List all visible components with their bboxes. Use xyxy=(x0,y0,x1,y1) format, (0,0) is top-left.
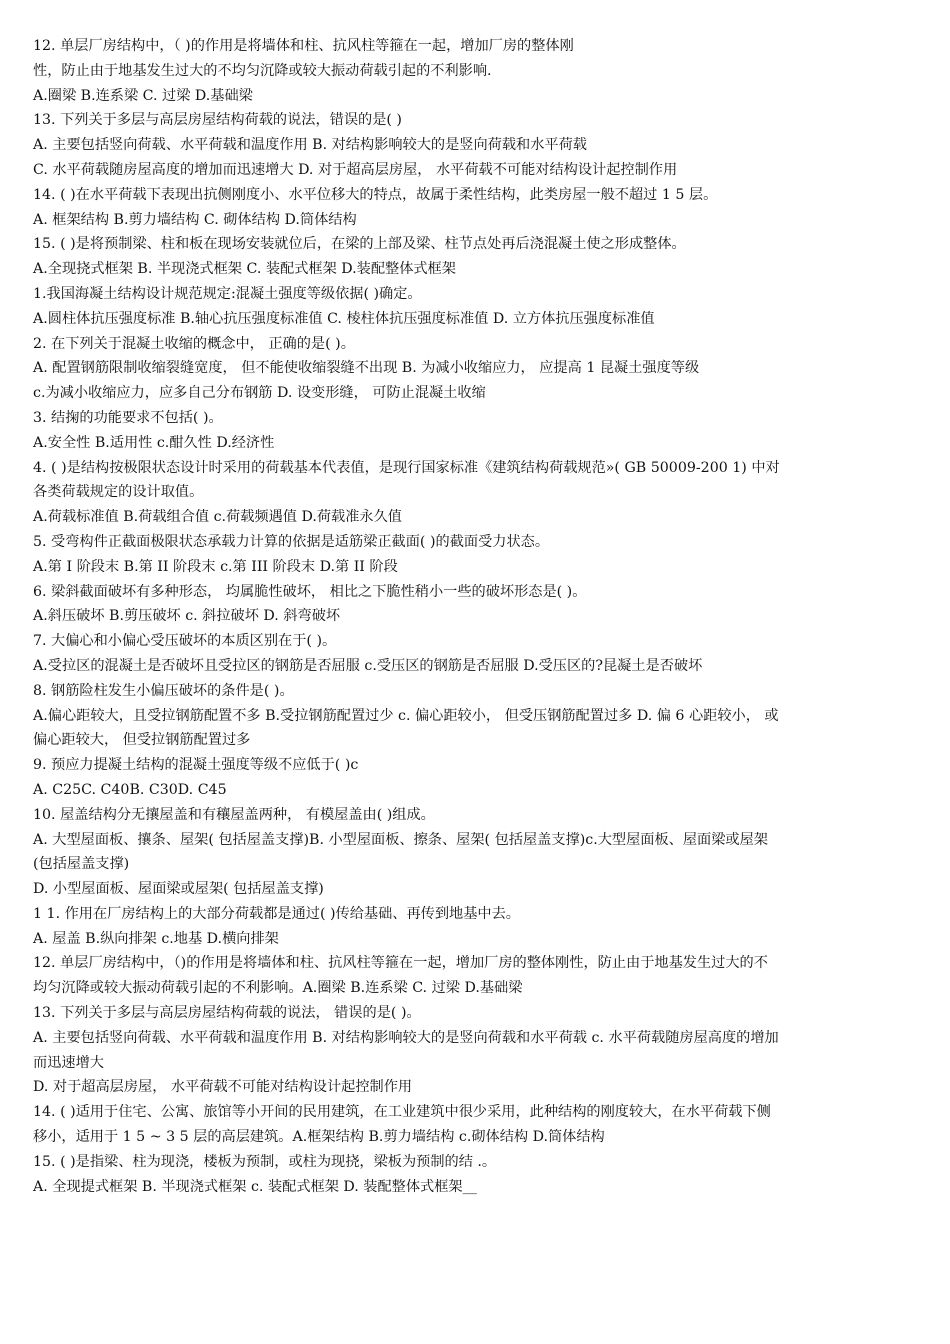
text-line: 13. 下列关于多层与高层房屋结构荷载的说法，错误的是( ) xyxy=(33,112,402,129)
text-line: 1.我国海凝土结构设计规范规定:混凝土强度等级依据( )确定。 xyxy=(33,285,422,302)
text-line: A.安全性 B.适用性 c.酣久性 D.经济性 xyxy=(33,434,275,451)
text-line: 14. ( )适用于住宅、公寓、旅馆等小开间的民用建筑，在工业建筑中很少采用，此种结构的刚度较大，在水平荷载下侧 xyxy=(33,1104,771,1121)
text-line: A. 主要包括竖向荷载、水平荷载和温度作用 B. 对结构影响较大的是竖向荷载和水平荷载 c. 水平荷载随房屋高度的增加 xyxy=(33,1029,779,1046)
text-line: A.受拉区的混凝土是否破坏且受拉区的钢筋是否屈服 c.受压区的钢筋是否屈服 D.受压区的?昆凝土是否破坏 xyxy=(33,657,703,674)
text-line: D. 对于超高层房屋， 水平荷载不可能对结构设计起控制作用 xyxy=(33,1079,413,1096)
text-line: 12. 单层厂房结构中，（)的作用是将墙体和柱、抗风柱等箍在一起，增加厂房的整体刚性，防止由于地基发生过大的不 xyxy=(33,955,768,972)
text-line: A.圈梁 B.连系梁 C. 过梁 D.基础梁 xyxy=(33,87,253,104)
text-line: 2. 在下列关于混凝土收缩的概念中， 正确的是( )。 xyxy=(33,335,355,352)
text-line: 3. 结掬的功能要求不包括( )。 xyxy=(33,409,223,426)
document-page xyxy=(33,34,918,1199)
text-line: 12. 单层厂房结构中，（ )的作用是将墙体和柱、抗风柱等箍在一起，增加厂房的整体刚 xyxy=(33,38,574,54)
text-line: 5. 受弯构件正截面极限状态承载力计算的依据是适筋梁正截面( )的截面受力状态。 xyxy=(33,533,550,550)
text-line: c.为减小收缩应力，应多自己分布钢筋 D. 设变形缝， 可防止混凝土收缩 xyxy=(33,385,486,402)
text-line: 各类荷载规定的设计取值。 xyxy=(33,484,204,501)
text-line: 1 1. 作用在厂房结构上的大部分荷载都是通过( )传给基础、再传到地基中去。 xyxy=(33,905,520,922)
text-line: 8. 钢筋险柱发生小偏压破坏的条件是( )。 xyxy=(33,682,294,699)
text-line: 而迅速增大 xyxy=(33,1054,104,1071)
text-line: D. 小型屋面板、屋面梁或屋架( 包括屋盖支撑) xyxy=(33,881,324,898)
text-line: A.全现挠式框架 B. 半现浇式框架 C. 装配式框架 D.装配整体式框架 xyxy=(33,261,456,278)
text-line: 性，防止由于地基发生过大的不均匀沉降或较大振动荷载引起的不利影响. xyxy=(33,62,492,79)
text-line: A. 屋盖 B.纵向排架 c.地基 D.横向排架 xyxy=(33,930,279,947)
text-line: A.荷载标准值 B.荷载组合值 c.荷载频遇值 D.荷载准永久值 xyxy=(33,509,402,526)
text-line: 偏心距较大， 但受拉钢筋配置过多 xyxy=(33,732,251,749)
text-line: 6. 梁斜截面破坏有多种形态， 均属脆性破坏， 相比之下脆性稍小一些的破坏形态是( )。 xyxy=(33,583,587,600)
text-line: A. C25C. C40B. C30D. C45 xyxy=(33,781,227,798)
text-line: A.第 I 阶段末 B.第 II 阶段末 c.第 III 阶段末 D.第 II 阶段 xyxy=(33,558,398,575)
text-line: A. 配置钢筋限制收缩裂缝宽度， 但不能使收缩裂缝不出现 B. 为减小收缩应力， 应提高 1 昆凝土强度等级 xyxy=(33,360,700,377)
text-line: A.偏心距较大，且受拉钢筋配置不多 B.受拉钢筋配置过少 c. 偏心距较小， 但受压钢筋配置过多 D. 偏 6 心距较小， 或 xyxy=(33,707,779,724)
text-line: C. 水平荷载随房屋高度的增加而迅速增大 D. 对于超高层房屋， 水平荷载不可能对结构设计起控制作用 xyxy=(33,161,678,178)
text-line: 均匀沉降或较大振动荷载引起的不利影响。A.圈梁 B.连系梁 C. 过梁 D.基础梁 xyxy=(33,980,523,997)
text-line: A. 主要包括竖向荷载、水平荷载和温度作用 B. 对结构影响较大的是竖向荷载和水平荷载 xyxy=(33,137,587,154)
text-line: A. 框架结构 B.剪力墙结构 C. 砌体结构 D.筒体结构 xyxy=(33,211,357,228)
text-line: 移小，适用于 1 5 ~ 3 5 层的高层建筑。A.框架结构 B.剪力墙结构 c.砌体结构 D.筒体结构 xyxy=(33,1129,605,1146)
text-line: 13. 下列关于多层与高层房屋结构荷载的说法， 错误的是( )。 xyxy=(33,1005,421,1022)
text-line: (包括屋盖支撑) xyxy=(33,856,130,873)
text-line: A.圆柱体抗压强度标准 B.轴心抗压强度标准值 C. 棱柱体抗压强度标准值 D. 立方体抗压强度标准值 xyxy=(33,310,655,327)
text-line: 14. ( )在水平荷载下表现出抗侧刚度小、水平位移大的特点，故属于柔性结构，此类房屋一般不超过 1 5 层。 xyxy=(33,186,718,203)
text-line: 15. ( )是指梁、柱为现浇，楼板为预制，或柱为现挠，梁板为预制的结 .。 xyxy=(33,1153,497,1170)
text-line: A. 大型屋面板、攘条、屋架( 包括屋盖支撑)B. 小型屋面板、擦条、屋架( 包括屋盖支撑)c.大型屋面板、屋面梁或屋架 xyxy=(33,831,768,848)
text-line: 15. ( )是将预制梁、柱和板在现场安装就位后，在梁的上部及梁、柱节点处再后浇混凝土使之形成整体。 xyxy=(33,236,686,253)
text-line: 4. ( )是结构按极限状态设计时采用的荷载基本代表值，是现行国家标准《建筑结构荷载规范»( GB 50009-200 1) 中对 xyxy=(33,459,780,476)
text-line: A. 全现提式框架 B. 半现浇式框架 c. 装配式框架 D. 装配整体式框架__ xyxy=(33,1178,477,1195)
text-line: 10. 屋盖结构分无攘屋盖和有穰屋盖两种， 有模屋盖由( )组成。 xyxy=(33,806,435,823)
text-line: 9. 预应力提凝土结构的混凝土强度等级不应低于( )c xyxy=(33,757,359,774)
text-line: A.斜压破坏 B.剪压破坏 c. 斜拉破坏 D. 斜弯破坏 xyxy=(33,608,341,625)
text-line: 7. 大偏心和小偏心受压破坏的本质区别在于( )。 xyxy=(33,633,337,650)
